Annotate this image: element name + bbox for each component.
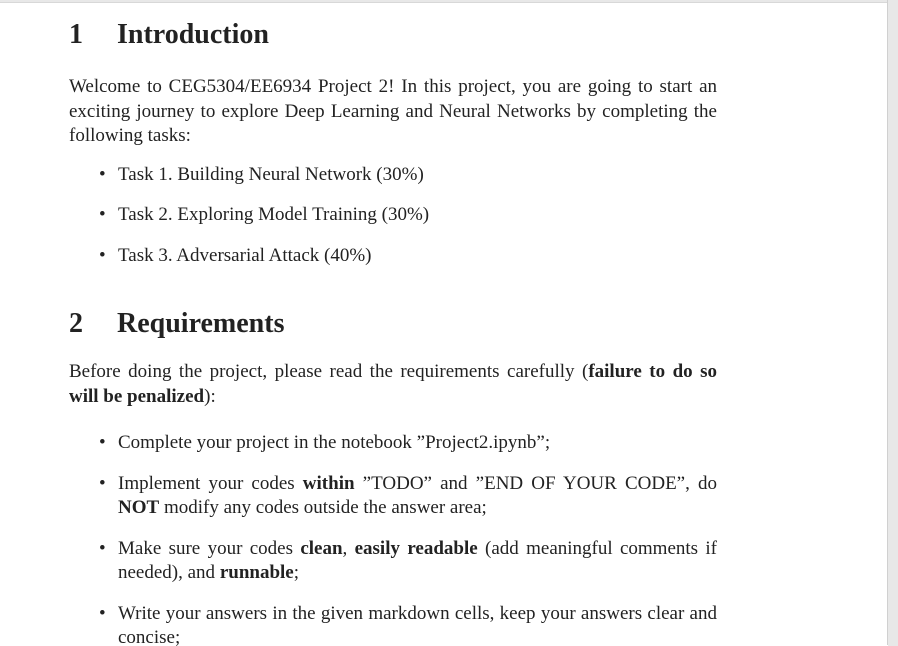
requirement-text: Write your answers in the given markdown cells, keep your answers clear and concise; [118,603,717,646]
list-item [69,203,717,228]
task-text: Task 2. Exploring Model Training (30%) [118,204,429,225]
requirement-text: ”TODO” and ”END OF YOUR CODE”, do [355,473,717,494]
section-heading-requirements [69,304,717,344]
requirement-bold: within [303,473,355,494]
list-item [69,472,717,521]
requirements-list [69,431,717,646]
requirements-intro-end: ): [204,386,216,407]
requirements-intro-text: Before doing the project, please read the requirements carefully ( [69,361,588,382]
list-item [69,163,717,188]
document-content [69,15,717,646]
section-number: 2 [69,304,117,344]
intro-paragraph: Welcome to CEG5304/EE6934 Project 2! In this project, you are going to start an exciting journey to explore Deep Learning and Neural Networks by completing the following tasks: [69,75,717,149]
section-heading-introduction [69,15,717,55]
section-title: Requirements [117,308,284,339]
requirement-text: Complete your project in the notebook ”Project2.ipynb”; [118,432,550,453]
bullet-icon: • [99,602,109,627]
task-text: Task 3. Adversarial Attack (40%) [118,245,372,266]
requirement-bold: clean [300,538,342,559]
bullet-icon: • [99,244,109,269]
requirement-bold: runnable [220,562,294,583]
section-title: Introduction [117,19,269,50]
requirements-intro-bold: failure to do so will be penalized [69,361,717,407]
document-page [0,2,888,646]
list-item [69,537,717,586]
list-item [69,602,717,646]
list-item [69,431,717,456]
task-list [69,163,717,269]
bullet-icon: • [99,472,109,497]
bullet-icon: • [99,163,109,188]
requirement-text: Make sure your codes [118,538,300,559]
requirements-paragraph [69,360,717,409]
requirement-text: Implement your codes [118,473,303,494]
requirement-text: (add meaningful comments if needed), and [118,538,717,584]
task-text: Task 1. Building Neural Network (30%) [118,164,424,185]
bullet-icon: • [99,431,109,456]
requirement-bold: NOT [118,497,159,518]
section-number: 1 [69,15,117,55]
bullet-icon: • [99,537,109,562]
requirement-text: ; [294,562,299,583]
list-item [69,244,717,269]
requirement-text: , [343,538,355,559]
requirement-text: modify any codes outside the answer area; [159,497,487,518]
bullet-icon: • [99,203,109,228]
viewer-scroll-area[interactable] [887,0,898,645]
requirement-bold: easily readable [355,538,478,559]
